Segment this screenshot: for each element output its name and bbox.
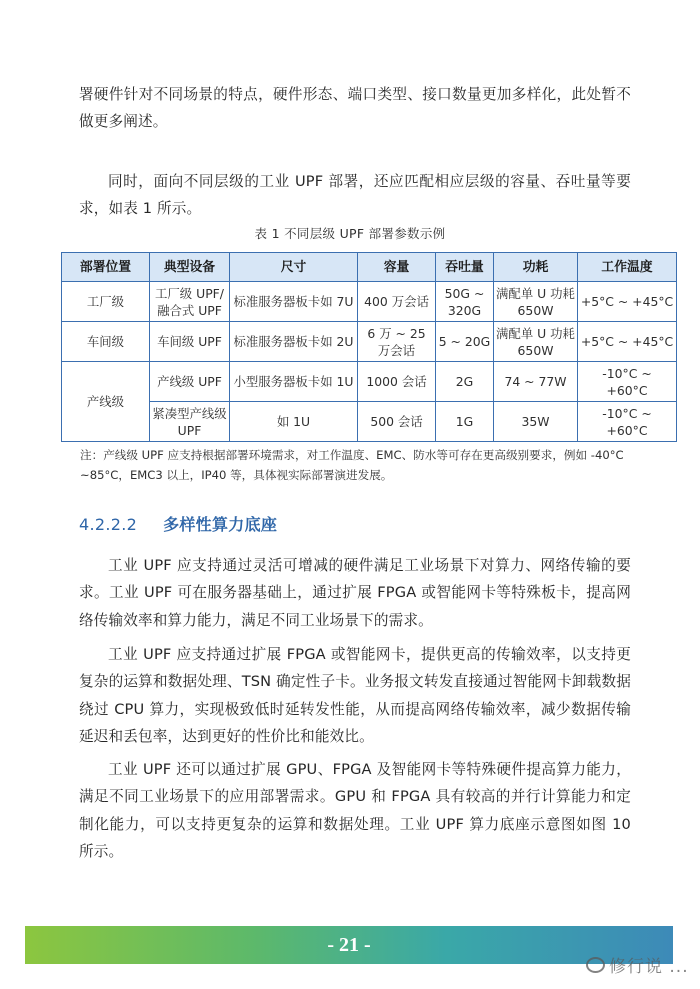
cell-power: 满配单 U 功耗 650W bbox=[494, 322, 578, 362]
header-power: 功耗 bbox=[494, 253, 578, 282]
header-throughput: 吞吐量 bbox=[436, 253, 494, 282]
cell-throughput: 2G bbox=[436, 362, 494, 402]
cell-device: 紧凑型产线级 UPF bbox=[150, 402, 230, 442]
section-title: 多样性算力底座 bbox=[163, 515, 278, 534]
cell-power: 满配单 U 功耗 650W bbox=[494, 282, 578, 322]
cell-location: 工厂级 bbox=[62, 282, 150, 322]
cell-throughput: 1G bbox=[436, 402, 494, 442]
cell-location: 车间级 bbox=[62, 322, 150, 362]
section-paragraph: 工业 UPF 应支持通过扩展 FPGA 或智能网卡，提供更高的传输效率，以支持更复杂的运算和数据处理、TSN 确定性子卡。业务报文转发直接通过智能网卡卸载数据绕过 CPU 算力，实现极致低时延转发性能，从而提高网络传输效率，减少数据传输延迟和丢包率，达到更好的性价比和能效比。 bbox=[79, 646, 631, 746]
section-number: 4.2.2.2 bbox=[79, 515, 138, 534]
page-number: - 21 - bbox=[327, 934, 371, 956]
cell-size: 标准服务器板卡如 7U bbox=[230, 282, 358, 322]
cell-device: 产线级 UPF bbox=[150, 362, 230, 402]
section-paragraph: 工业 UPF 应支持通过灵活可增减的硬件满足工业场景下对算力、网络传输的要求。工业 UPF 可在服务器基础上，通过扩展 FPGA 或智能网卡等特殊板卡，提高网络传输效率和算力能力，满足不同工业场景下的需求。 bbox=[79, 557, 631, 629]
header-temperature: 工作温度 bbox=[578, 253, 677, 282]
cell-power: 74 ~ 77W bbox=[494, 362, 578, 402]
cell-throughput: 5 ~ 20G bbox=[436, 322, 494, 362]
cell-location: 产线级 bbox=[62, 362, 150, 442]
table-note: 注：产线级 UPF 应支持根据部署环境需求，对工作温度、EMC、防水等可存在更高级别要求，例如 -40°C ~85°C，EMC3 以上，IP40 等，具体视实际部署演进发展。 bbox=[80, 448, 624, 482]
table-row bbox=[62, 282, 677, 322]
paragraph-table-intro: 同时，面向不同层级的工业 UPF 部署，还应匹配相应层级的容量、吞吐量等要求，如表 1 所示。 bbox=[79, 173, 631, 218]
upf-parameter-table bbox=[61, 252, 677, 442]
header-device: 典型设备 bbox=[150, 253, 230, 282]
cell-capacity: 1000 会话 bbox=[358, 362, 436, 402]
cell-temperature: -10°C ~ +60°C bbox=[578, 362, 677, 402]
cell-temperature: +5°C ~ +45°C bbox=[578, 322, 677, 362]
cell-size: 小型服务器板卡如 1U bbox=[230, 362, 358, 402]
watermark bbox=[586, 952, 689, 977]
table-caption: 表 1 不同层级 UPF 部署参数示例 bbox=[254, 226, 446, 241]
cell-capacity: 6 万 ~ 25 万会话 bbox=[358, 322, 436, 362]
cell-size: 如 1U bbox=[230, 402, 358, 442]
section-paragraph: 工业 UPF 还可以通过扩展 GPU、FPGA 及智能网卡等特殊硬件提高算力能力，满足不同工业场景下的应用部署需求。GPU 和 FPGA 具有较高的并行计算能力和定制化能力，可以支持更复杂的运算和数据处理。工业 UPF 算力底座示意图如图 10 所示。 bbox=[79, 761, 631, 861]
cell-device: 车间级 UPF bbox=[150, 322, 230, 362]
cell-device: 工厂级 UPF/融合式 UPF bbox=[150, 282, 230, 322]
header-size: 尺寸 bbox=[230, 253, 358, 282]
paragraph-continuation: 署硬件针对不同场景的特点，硬件形态、端口类型、接口数量更加多样化，此处暂不做更多阐述。 bbox=[79, 86, 631, 131]
table-row bbox=[62, 322, 677, 362]
header-location: 部署位置 bbox=[62, 253, 150, 282]
cell-capacity: 400 万会话 bbox=[358, 282, 436, 322]
footer-bar bbox=[25, 926, 673, 964]
table-header-row bbox=[62, 253, 677, 282]
table-row bbox=[62, 402, 677, 442]
cell-temperature: -10°C ~ +60°C bbox=[578, 402, 677, 442]
weibo-logo-icon bbox=[586, 957, 605, 973]
cell-temperature: +5°C ~ +45°C bbox=[578, 282, 677, 322]
watermark-text: 修行说 ... bbox=[609, 957, 689, 977]
cell-power: 35W bbox=[494, 402, 578, 442]
cell-capacity: 500 会话 bbox=[358, 402, 436, 442]
cell-size: 标准服务器板卡如 2U bbox=[230, 322, 358, 362]
cell-throughput: 50G ~ 320G bbox=[436, 282, 494, 322]
section-heading bbox=[79, 512, 277, 535]
table-row bbox=[62, 362, 677, 402]
header-capacity: 容量 bbox=[358, 253, 436, 282]
